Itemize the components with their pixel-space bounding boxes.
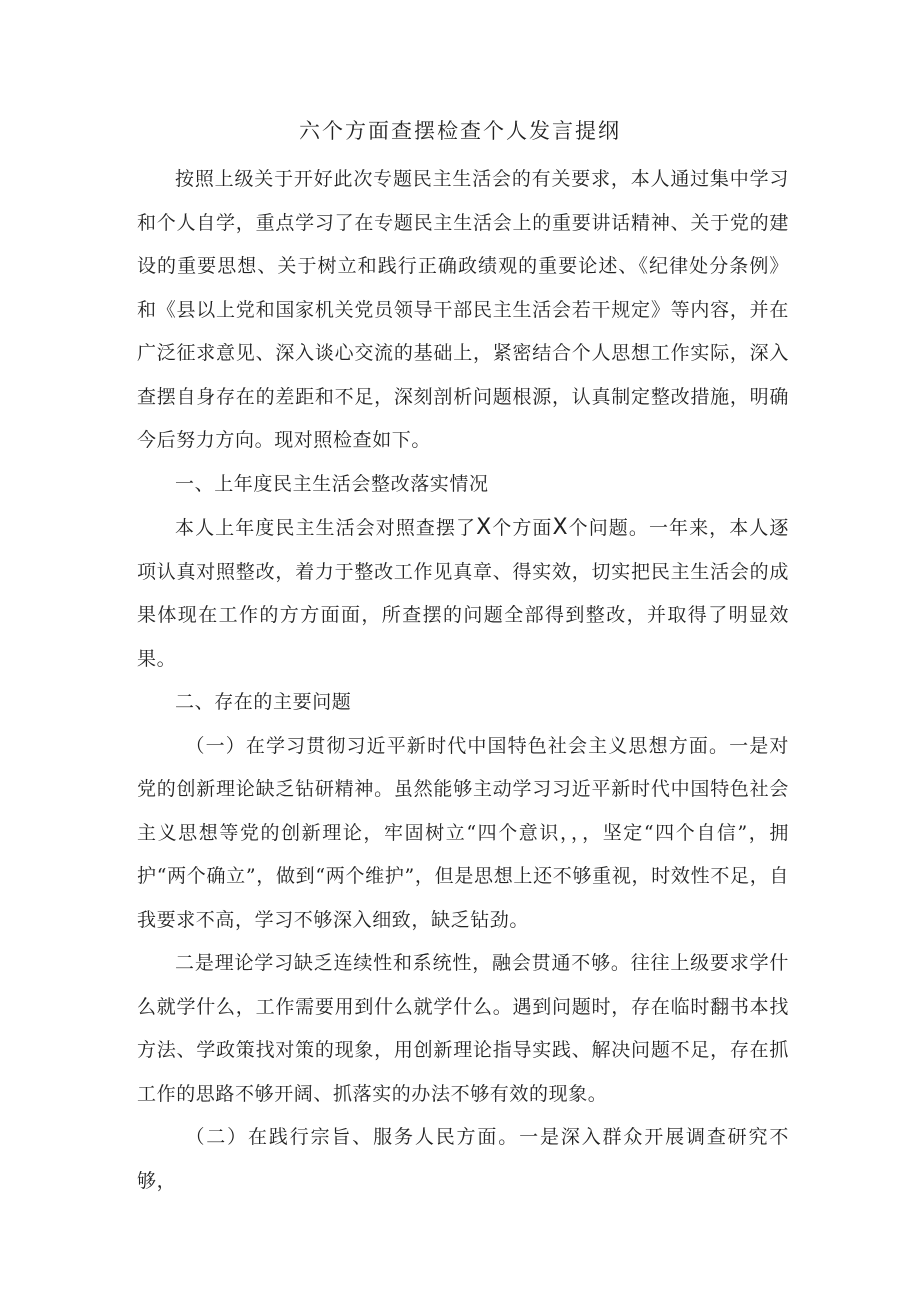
section1-text-part3: 个问题。一年来，本人逐项认真对照整改，着力于整改工作见真章、得实效，切实把民主生活会的成果体现在工作的方方面面，所查摆的问题全部得到整改，并取得了明显效果。 — [137, 517, 789, 670]
section1-text-part1: 本人上年度民主生活会对照查摆了 — [175, 517, 477, 539]
placeholder-x-issues: X — [552, 515, 569, 540]
intro-paragraph: 按照上级关于开好此次专题民主生活会的有关要求，本人通过集中学习和个人自学，重点学习了在专题民主生活会上的重要讲话精神、关于党的建设的重要思想、关于树立和践行正确政绩观的重要论述、《纪律处分条例》和《县以上党和国家机关党员领导干部民主生活会若干规定》等内容，并在广泛征求意见、深入谈心交流的基础上，紧密结合个人思想工作实际，深入查摆自身存在的差距和不足，深刻剖析问题根源，认真制定整改措施，明确今后努力方向。现对照检查如下。 — [137, 168, 789, 451]
section2-heading: 二、存在的主要问题 — [175, 691, 352, 713]
document-title: 六个方面查摆检查个人发言提纲 — [299, 119, 621, 143]
item2-paragraph: （二）在践行宗旨、服务人民方面。一是深入群众开展调查研究不够， — [137, 1126, 789, 1192]
section1-heading: 一、上年度民主生活会整改落实情况 — [175, 472, 489, 495]
placeholder-x-count: X — [476, 515, 492, 540]
section1-text-part2: 个方面 — [491, 517, 553, 539]
section1-paragraph — [137, 506, 789, 681]
item1-paragraph: （一）在学习贯彻习近平新时代中国特色社会主义思想方面。一是对党的创新理论缺乏钻研精神。虽然能够主动学习习近平新时代中国特色社会主义思想等党的创新理论，牢固树立“四个意识，，，坚定“四个自信”，拥护“两个确立”，做到“两个维护”，但是思想上还不够重视，时效性不足，自我要求不高，学习不够深入细致，缺乏钻劲。 — [137, 734, 789, 931]
document-body — [137, 158, 789, 1203]
item1-paragraph-2: 二是理论学习缺乏连续性和系统性，融会贯通不够。往往上级要求学什么就学什么，工作需要用到什么就学什么。遇到问题时，存在临时翻书本找方法、学政策找对策的现象，用创新理论指导实践、解决问题不足，存在抓工作的思路不够开阔、抓落实的办法不够有效的现象。 — [137, 952, 789, 1105]
